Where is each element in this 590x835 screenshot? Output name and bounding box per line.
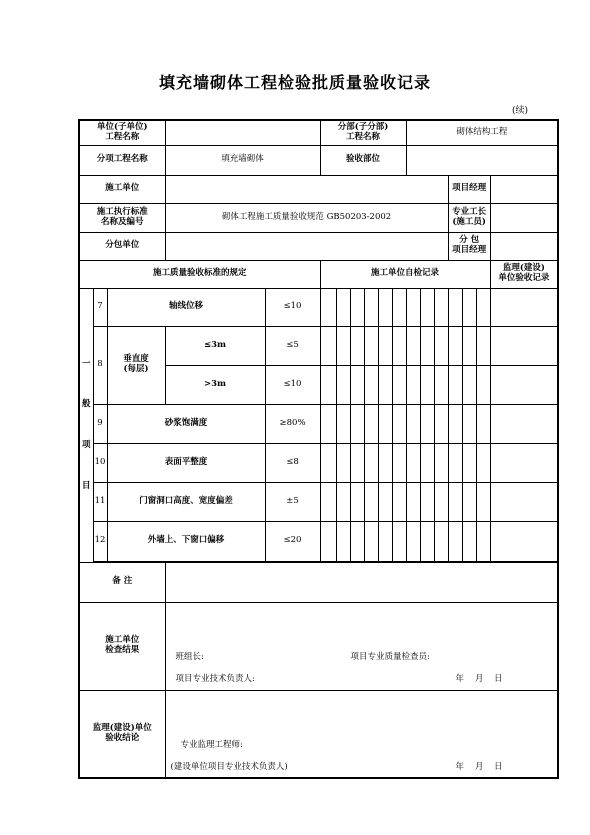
standard-value[interactable]: 砌体工程施工质量验收规范 GB50203-2002 [165, 203, 448, 232]
remarks-value[interactable] [165, 562, 558, 602]
project-manager-value[interactable] [490, 175, 558, 203]
sub-pm-value[interactable] [490, 232, 558, 260]
item-limit: ≤5 [265, 326, 320, 365]
construction-unit-value[interactable] [165, 175, 448, 203]
item-number: 7 [93, 288, 107, 326]
construction-unit-label: 施工单位 [79, 175, 165, 203]
item-number: 10 [93, 443, 107, 482]
table-row [79, 482, 558, 521]
construction-result-area[interactable] [165, 602, 558, 690]
supervision-conclusion-area[interactable] [165, 690, 558, 778]
remarks-label: 备 注 [79, 562, 165, 602]
item-limit: ≤10 [265, 365, 320, 404]
foreman-label: 专业工长 (施工员) [448, 203, 490, 232]
table-row [79, 521, 558, 561]
item-number: 11 [93, 482, 107, 521]
quality-inspector-label: 项目专业质量检查员: [350, 651, 430, 662]
item-name: 表面平整度 [107, 443, 265, 482]
item-name: 砂浆饱满度 [107, 404, 265, 443]
team-leader-label: 班组长: [175, 651, 204, 662]
supervision-conclusion-label: 监理(建设)单位 验收结论 [79, 690, 165, 778]
table-row [79, 404, 558, 443]
continued-mark: (续) [511, 106, 528, 116]
self-check-header: 施工单位自检记录 [320, 260, 490, 288]
construction-date: 年 月 日 [455, 673, 503, 684]
supervision-engineer-label: 专业监理工程师: [180, 739, 243, 750]
item-name-label: 分项工程名称 [79, 145, 165, 175]
item-limit: ≤20 [265, 521, 320, 561]
table-row [79, 443, 558, 482]
item-subname: ≤3m [165, 326, 265, 365]
inspection-form [78, 119, 559, 779]
item-name: 轴线位移 [107, 288, 265, 326]
subcontractor-label: 分包单位 [79, 232, 165, 260]
item-subname: >3m [165, 365, 265, 404]
item-limit: ≤10 [265, 288, 320, 326]
project-manager-label: 项目经理 [448, 175, 490, 203]
subcontractor-value[interactable] [165, 232, 448, 260]
item-limit: ≥80% [265, 404, 320, 443]
accept-part-label: 验收部位 [320, 145, 406, 175]
item-name-value[interactable]: 填充墙砌体 [165, 145, 320, 175]
spec-header: 施工质量验收标准的规定 [79, 260, 320, 288]
item-number: 9 [93, 404, 107, 443]
construction-result-label: 施工单位 检查结果 [79, 602, 165, 690]
item-name: 门窗洞口高度、宽度偏差 [107, 482, 265, 521]
table-row [79, 288, 558, 326]
general-items-label: 一 般 项 目 [79, 288, 93, 562]
item-limit: ≤8 [265, 443, 320, 482]
tech-lead-label: 项目专业技术负责人: [175, 673, 255, 684]
item-name: 垂直度 (每层) [107, 326, 165, 404]
item-name: 外墙上、下窗口偏移 [107, 521, 265, 561]
standard-label: 施工执行标准 名称及编号 [79, 203, 165, 232]
accept-part-value[interactable] [406, 145, 558, 175]
unit-name-value[interactable] [165, 120, 320, 145]
unit-name-label: 单位(子单位) 工程名称 [79, 120, 165, 145]
item-limit: ±5 [265, 482, 320, 521]
supervision-date: 年 月 日 [455, 761, 503, 772]
supervision-header: 监理(建设) 单位验收记录 [490, 260, 558, 288]
item-number: 8 [93, 326, 107, 404]
sub-pm-label: 分 包 项目经理 [448, 232, 490, 260]
subdivision-label: 分部(子分部) 工程名称 [320, 120, 406, 145]
foreman-value[interactable] [490, 203, 558, 232]
subdivision-value[interactable]: 砌体结构工程 [406, 120, 558, 145]
owner-tech-label: (建设单位项目专业技术负责人) [170, 761, 288, 772]
page-title: 填充墙砌体工程检验批质量验收记录 [158, 73, 431, 92]
table-row [79, 326, 558, 365]
item-number: 12 [93, 521, 107, 561]
